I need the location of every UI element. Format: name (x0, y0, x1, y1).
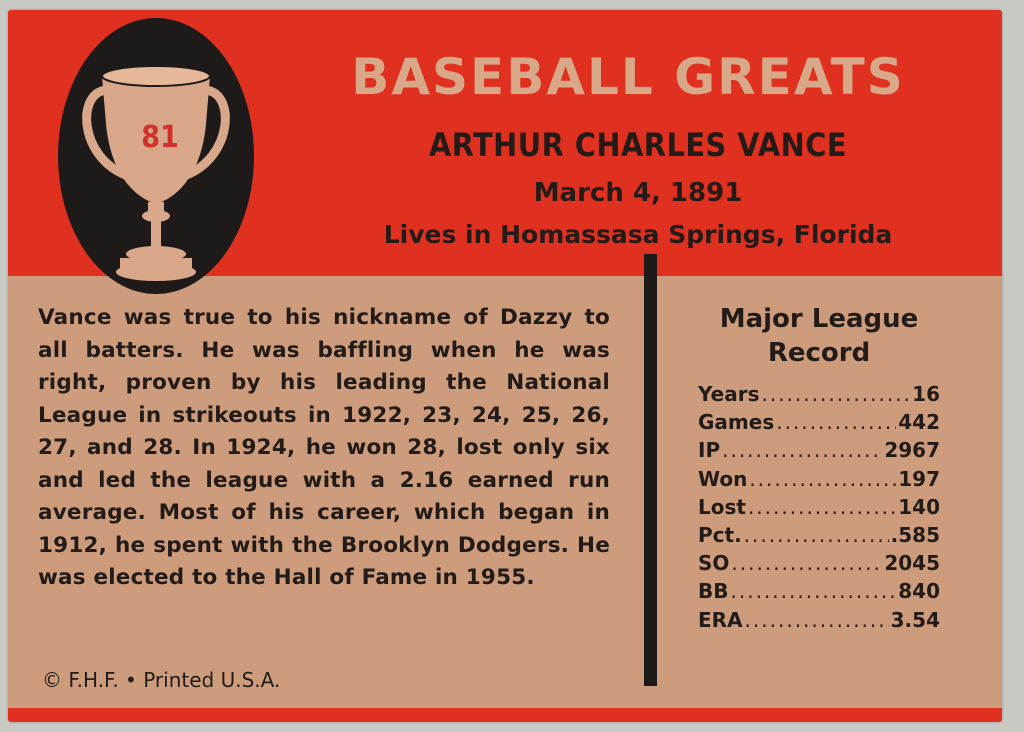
stat-leader-dots (731, 549, 882, 577)
baseball-card-back (8, 10, 1002, 722)
stat-row (698, 408, 940, 436)
stat-row (698, 549, 940, 577)
stat-leader-dots (749, 465, 896, 493)
trophy-emblem (58, 18, 254, 294)
stat-leader-dots (776, 408, 896, 436)
stat-label: ERA (698, 607, 743, 632)
record-heading (694, 302, 944, 370)
stat-row (698, 606, 940, 634)
stats-table (698, 380, 940, 634)
stat-leader-dots (745, 606, 889, 634)
copyright-notice: © F.H.F. • Printed U.S.A. (42, 668, 281, 692)
stat-value: 840 (898, 579, 940, 604)
stat-label: BB (698, 579, 729, 604)
column-divider (644, 254, 657, 686)
stat-label: Years (698, 382, 760, 406)
stat-label: Won (698, 466, 748, 491)
stat-leader-dots (722, 436, 882, 464)
player-name: ARTHUR CHARLES VANCE (428, 126, 848, 164)
stat-row (698, 380, 940, 408)
stat-value: 3.54 (890, 607, 940, 632)
trophy-icon (58, 18, 254, 294)
record-heading-line2: Record (767, 338, 871, 368)
stat-row (698, 493, 940, 521)
biography-text: Vance was true to his nickname of Dazzy to all batters. He was baffling when he was right, proven by his leading the National League in strikeouts in 1922, 23, 24, 25, 26, 27, and 28. In 1924, he won 28, lost only six and led the league with a 2.16 earned run average. Most of his career, which began in 1912, he spent with the Brooklyn Dodgers. He was elected to the Hall of Fame in 1955. (38, 305, 610, 590)
stat-value: 16 (912, 382, 940, 406)
stat-leader-dots (731, 577, 897, 605)
birth-date: March 4, 1891 (533, 178, 743, 208)
stat-value: 140 (898, 494, 940, 519)
stat-label: Lost (698, 494, 746, 519)
residence: Lives in Homassasa Springs, Florida (383, 220, 893, 249)
record-heading-line1: Major League (719, 304, 919, 334)
stat-row (698, 577, 940, 605)
stat-value: 2045 (884, 551, 940, 576)
card-number: 81 (141, 120, 179, 155)
stat-leader-dots (761, 380, 910, 408)
stat-value: 442 (898, 410, 940, 435)
card-footer-strip (8, 708, 1002, 722)
stat-leader-dots (744, 521, 889, 549)
stat-label: SO (698, 551, 730, 576)
stat-row (698, 521, 940, 549)
stat-value: 197 (898, 466, 940, 491)
series-title: BASEBALL GREATS (351, 48, 905, 106)
stat-label: Pct. (698, 522, 742, 547)
stat-row (698, 465, 940, 493)
stat-label: Games (698, 410, 775, 435)
stat-leader-dots (748, 493, 896, 521)
stat-value: .585 (890, 522, 940, 547)
stat-row (698, 436, 940, 464)
stat-label: IP (698, 438, 721, 463)
stat-value: 2967 (884, 438, 940, 463)
